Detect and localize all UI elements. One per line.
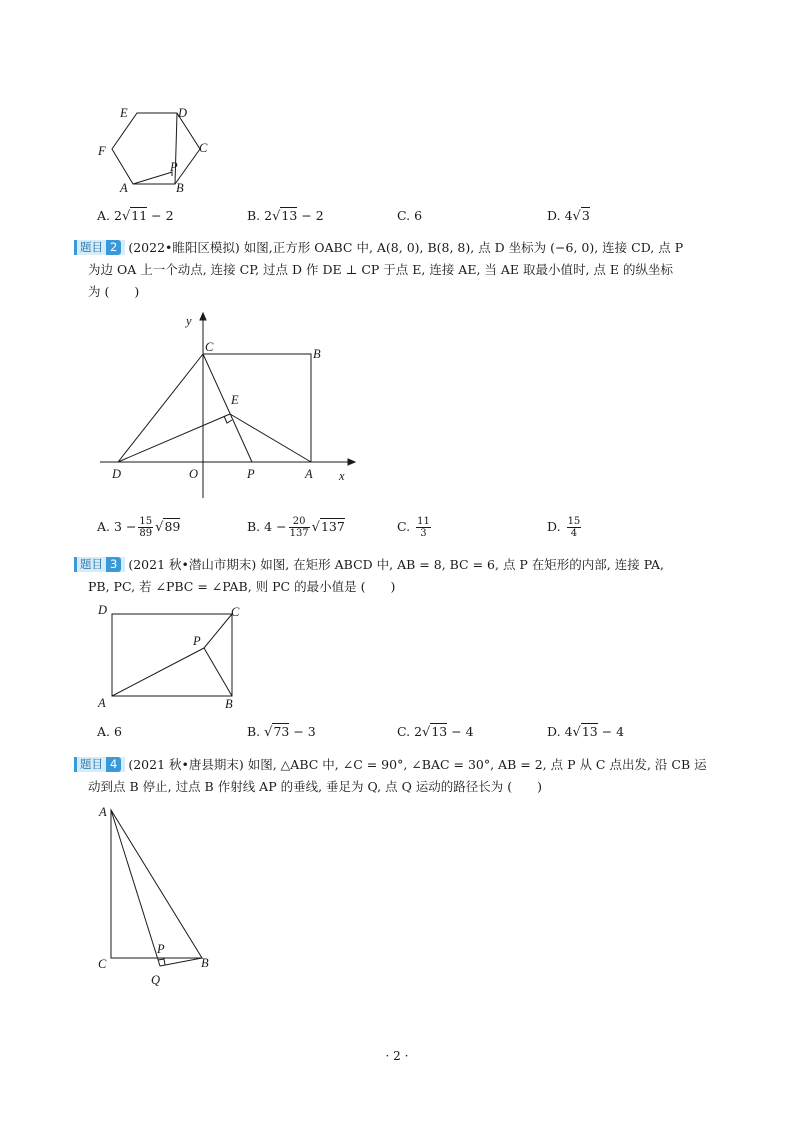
q1-option-d[interactable]: D. 4√3 <box>547 208 590 224</box>
question-4 <box>74 754 734 798</box>
label-c: C <box>231 605 240 619</box>
label-a: A <box>305 467 313 481</box>
label-q: Q <box>151 973 161 987</box>
q3-option-d[interactable]: D. 4√13 − 4 <box>547 724 625 740</box>
label-a: A <box>98 696 106 710</box>
q2-option-b[interactable]: B. 4 − $\frac{20}{137}$ √137 <box>247 516 345 539</box>
segment-pa <box>112 648 204 696</box>
q4-triangle-figure <box>94 800 224 992</box>
q2-option-a[interactable]: A. 3 − $\frac{15}{89}$ √89 <box>97 516 181 539</box>
label-b: B <box>225 697 233 711</box>
label-p: P <box>247 467 255 481</box>
label-f: F <box>98 144 106 158</box>
q3-source: (2021 秋•潜山市期末) <box>128 557 257 572</box>
q2-line-3: 为 ( ) <box>88 284 140 299</box>
right-angle-mark <box>224 416 232 423</box>
segment-cp <box>203 354 252 462</box>
question-3 <box>74 554 734 598</box>
label-c: C <box>199 141 208 155</box>
q3-tag: 题目 3 <box>74 557 125 572</box>
q3-rectangle-figure <box>94 600 254 712</box>
q3-option-b[interactable]: B. √73 − 3 <box>247 724 316 740</box>
q2-option-c[interactable]: C. $\frac{11}{3}$ <box>397 516 430 539</box>
label-d: D <box>178 106 188 120</box>
q3-line-1: 题目 3 (2021 秋•潜山市期末) 如图, 在矩形 ABCD 中, AB = 8, BC = 6, 点 P 在矩形的内部, 连接 PA, <box>74 554 734 576</box>
q3-line-2: PB, PC, 若 ∠PBC = ∠PAB, 则 PC 的最小值是 ( ) <box>88 579 396 594</box>
segment-bq <box>160 958 202 966</box>
q4-line-2: 动到点 B 停止, 过点 B 作射线 AP 的垂线, 垂足为 Q, 点 Q 运动的路径长为 ( ) <box>88 779 543 794</box>
label-d: D <box>98 603 108 617</box>
label-p: P <box>157 942 165 956</box>
label-a: A <box>99 805 107 819</box>
label-p: P <box>193 634 201 648</box>
label-c: C <box>98 957 107 971</box>
segment-pc <box>204 614 232 648</box>
segment-ap <box>133 173 169 184</box>
q1-hexagon-figure <box>90 100 220 200</box>
label-d: D <box>112 467 122 481</box>
page-number: · 2 · <box>385 1049 409 1063</box>
q2-option-d[interactable]: D. $\frac{15}{4}$ <box>547 516 581 539</box>
label-x: x <box>339 469 345 483</box>
y-axis-arrow <box>200 313 206 320</box>
question-2 <box>74 237 734 303</box>
q4-tag: 题目 4 <box>74 757 125 772</box>
triangle-abc <box>111 810 202 958</box>
q1-option-b[interactable]: B. 2√13 − 2 <box>247 208 324 224</box>
q2-coordinate-figure <box>100 308 360 500</box>
segment-de <box>118 414 230 462</box>
q4-source: (2021 秋•唐县期末) <box>128 757 244 772</box>
label-b: B <box>201 956 209 970</box>
square-edges <box>203 354 311 462</box>
label-a: A <box>120 181 128 195</box>
q3-option-a[interactable]: A. 6 <box>97 724 122 739</box>
q1-option-c[interactable]: C. 6 <box>397 208 423 223</box>
label-p: P <box>170 160 178 174</box>
segment-ae <box>230 414 311 462</box>
segment-cd <box>118 354 203 462</box>
q4-line-1: 题目 4 (2021 秋•唐县期末) 如图, △ABC 中, ∠C = 90°, ∠BAC = 30°, AB = 2, 点 P 从 C 点出发, 沿 CB 运 <box>74 754 734 776</box>
q1-option-a[interactable]: A. 2√11 − 2 <box>97 208 174 224</box>
label-y: y <box>186 314 192 328</box>
q3-option-c[interactable]: C. 2√13 − 4 <box>397 724 474 740</box>
label-e: E <box>231 393 239 407</box>
q2-source: (2022•睢阳区模拟) <box>128 240 240 255</box>
segment-pb <box>204 648 232 696</box>
hexagon-outline <box>112 113 200 184</box>
q2-tag: 题目 2 <box>74 240 125 255</box>
ray-ap <box>111 810 160 966</box>
label-e: E <box>120 106 128 120</box>
q2-line-2: 为边 OA 上一个动点, 连接 CP, 过点 D 作 DE ⊥ CP 于点 E, 连接 AE, 当 AE 取最小值时, 点 E 的纵坐标 <box>88 262 674 277</box>
label-b: B <box>313 347 321 361</box>
label-o: O <box>189 467 199 481</box>
q2-line-1: 题目 2 (2022•睢阳区模拟) 如图,正方形 OABC 中, A(8, 0), B(8, 8), 点 D 坐标为 (−6, 0), 连接 CD, 点 P <box>74 237 734 259</box>
x-axis-arrow <box>348 459 355 465</box>
rectangle-abcd <box>112 614 232 696</box>
label-b: B <box>176 181 184 195</box>
label-c: C <box>205 340 214 354</box>
